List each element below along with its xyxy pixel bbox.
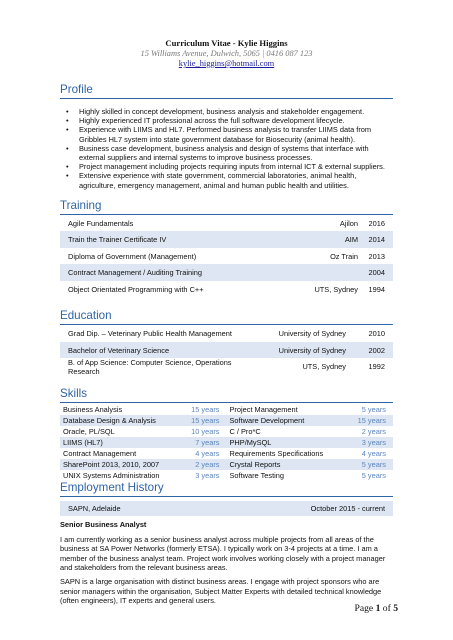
skill-years: 4 years — [195, 448, 220, 458]
skill-row — [227, 437, 394, 448]
skills-column-right — [227, 404, 394, 481]
skills-column-left — [60, 404, 227, 481]
skill-name: C / Pro*C — [229, 426, 261, 436]
profile-bullet: • Extensive experience with state government, commercial laboratories, animal health, agriculture, emergency management, animal and human public health and utilities. — [66, 171, 393, 189]
skill-row — [60, 448, 227, 459]
education-year: 2010 — [368, 329, 385, 339]
skill-name: PHP/MySQL — [229, 437, 272, 447]
education-row — [60, 342, 393, 359]
cv-title: Curriculum Vitae - Kylie Higgins — [165, 38, 288, 48]
page-number — [355, 603, 398, 614]
skill-years: 3 years — [361, 437, 386, 447]
skill-years: 5 years — [361, 470, 386, 480]
skill-name: Database Design & Analysis — [63, 415, 156, 425]
skill-years: 2 years — [361, 426, 386, 436]
skill-row — [227, 459, 394, 470]
skill-row — [60, 470, 227, 481]
education-row — [60, 358, 393, 375]
training-year: 2013 — [368, 251, 385, 261]
education-heading: Education — [60, 309, 112, 323]
training-year: 2004 — [368, 268, 385, 278]
profile-section — [60, 83, 393, 190]
training-year: 2016 — [368, 218, 385, 228]
skill-row — [227, 415, 394, 426]
skill-row — [60, 426, 227, 437]
skill-name: Crystal Reports — [229, 459, 281, 469]
training-row — [60, 281, 393, 298]
training-course: Train the Trainer Certificate IV — [68, 235, 167, 245]
training-row — [60, 264, 393, 281]
training-course: Contract Management / Auditing Training — [68, 268, 202, 278]
skill-name: Contract Management — [63, 448, 137, 458]
skills-section — [60, 387, 393, 481]
training-provider: Oz Train — [330, 251, 358, 261]
training-row — [60, 231, 393, 248]
profile-bullet: • Highly experienced IT professional across the full software development lifecycle. — [66, 116, 393, 125]
training-heading: Training — [60, 198, 102, 212]
page-label: Page — [354, 603, 374, 614]
section-divider — [60, 402, 393, 403]
skill-row — [60, 437, 227, 448]
profile-bullet: • Project management including projects requiring inputs from internal ICT & external suppliers. — [66, 162, 393, 171]
training-section — [60, 199, 393, 298]
education-institution: University of Sydney — [278, 345, 346, 355]
education-year: 1992 — [368, 362, 385, 372]
skill-row — [60, 404, 227, 415]
skills-heading: Skills — [60, 386, 88, 400]
employer-name: SAPN, Adelaide — [68, 503, 121, 513]
skill-name: UNIX Systems Administration — [63, 470, 160, 480]
skill-years: 15 years — [191, 415, 220, 425]
skill-name: Business Analysis — [63, 404, 123, 414]
employment-section — [60, 481, 393, 606]
training-year: 1994 — [368, 284, 385, 294]
education-institution: UTS, Sydney — [302, 362, 346, 372]
skill-name: SharePoint 2013, 2010, 2007 — [63, 459, 160, 469]
email-link[interactable]: kylie_higgins@hotmail.com — [178, 59, 275, 68]
profile-bullet: • Business case development, business analysis and design of systems that interface with external suppliers and internal systems to improve business processes. — [66, 144, 393, 162]
education-degree: Bachelor of Veterinary Science — [68, 345, 170, 355]
skill-name: Requirements Specifications — [229, 448, 324, 458]
skill-name: Software Testing — [229, 470, 285, 480]
training-provider: AIM — [344, 235, 358, 245]
skill-name: Oracle, PL/SQL — [63, 426, 115, 436]
training-course: Diploma of Government (Management) — [68, 251, 197, 261]
profile-list — [60, 107, 393, 190]
training-provider: UTS, Sydney — [314, 284, 358, 294]
job-description: SAPN is a large organisation with distinct business areas. I engage with project sponsors who are senior managers within the organisation, Subject Matter Experts with detailed technical knowledge (often engineers), IT experts and general users. — [60, 577, 382, 606]
skill-name: Project Management — [229, 404, 298, 414]
education-degree: B. of App Science: Computer Science, Operations Research — [68, 357, 232, 376]
skill-years: 10 years — [191, 426, 220, 436]
training-provider: Ajilon — [339, 218, 358, 228]
skill-name: LIIMS (HL7) — [63, 437, 103, 447]
skill-row — [227, 426, 394, 437]
profile-bullet: • Experience with LIIMS and HL7. Performed business analysis to transfer LIIMS data from Gribbles HL7 system into state government database for Biosecurity (animal health). — [66, 125, 393, 143]
job-description: I am currently working as a senior business analyst across multiple projects from all areas of the business at SA Power Networks (formerly ETSA). I typically work on 3-4 projects at a time. I am a member of the business analyst team. Project work involves working closely with a project manager and stakeholders from the relevant business areas. — [60, 534, 386, 573]
employment-heading: Employment History — [60, 480, 164, 494]
section-divider — [60, 98, 393, 99]
education-institution: University of Sydney — [278, 329, 346, 339]
education-row — [60, 325, 393, 342]
skill-row — [227, 470, 394, 481]
skill-row — [60, 415, 227, 426]
skill-name: Software Development — [229, 415, 305, 425]
skill-years: 5 years — [361, 404, 386, 414]
skill-years: 2 years — [195, 459, 220, 469]
job-title: Senior Business Analyst — [60, 519, 147, 529]
of-label: of — [382, 603, 391, 614]
training-course: Agile Fundamentals — [68, 218, 134, 228]
skills-grid — [60, 404, 393, 481]
contact-address: 15 Williams Avenue, Dulwich, 5065 | 0416 087 123 — [140, 49, 313, 58]
skill-years: 3 years — [195, 470, 220, 480]
skill-years: 5 years — [361, 459, 386, 469]
education-year: 2002 — [368, 345, 385, 355]
education-section — [60, 309, 393, 375]
skill-row — [60, 459, 227, 470]
training-year: 2014 — [368, 235, 385, 245]
skill-years: 15 years — [357, 415, 386, 425]
profile-heading: Profile — [60, 83, 93, 96]
skill-years: 4 years — [361, 448, 386, 458]
skill-row — [227, 448, 394, 459]
current-page: 1 — [375, 603, 381, 614]
employer-row — [60, 501, 393, 516]
skill-years: 15 years — [191, 404, 220, 414]
total-pages: 5 — [393, 603, 398, 614]
employment-period: October 2015 - current — [310, 503, 385, 513]
section-divider — [60, 496, 393, 497]
training-row — [60, 215, 393, 232]
training-course: Object Orientated Programming with C++ — [68, 284, 204, 294]
training-row — [60, 248, 393, 265]
skill-row — [227, 404, 394, 415]
profile-bullet: • Highly skilled in concept development, business analysis and stakeholder engagement. — [66, 107, 393, 116]
skill-years: 7 years — [195, 437, 220, 447]
education-degree: Grad Dip. – Veterinary Public Health Management — [68, 329, 232, 339]
cv-header — [60, 0, 393, 68]
